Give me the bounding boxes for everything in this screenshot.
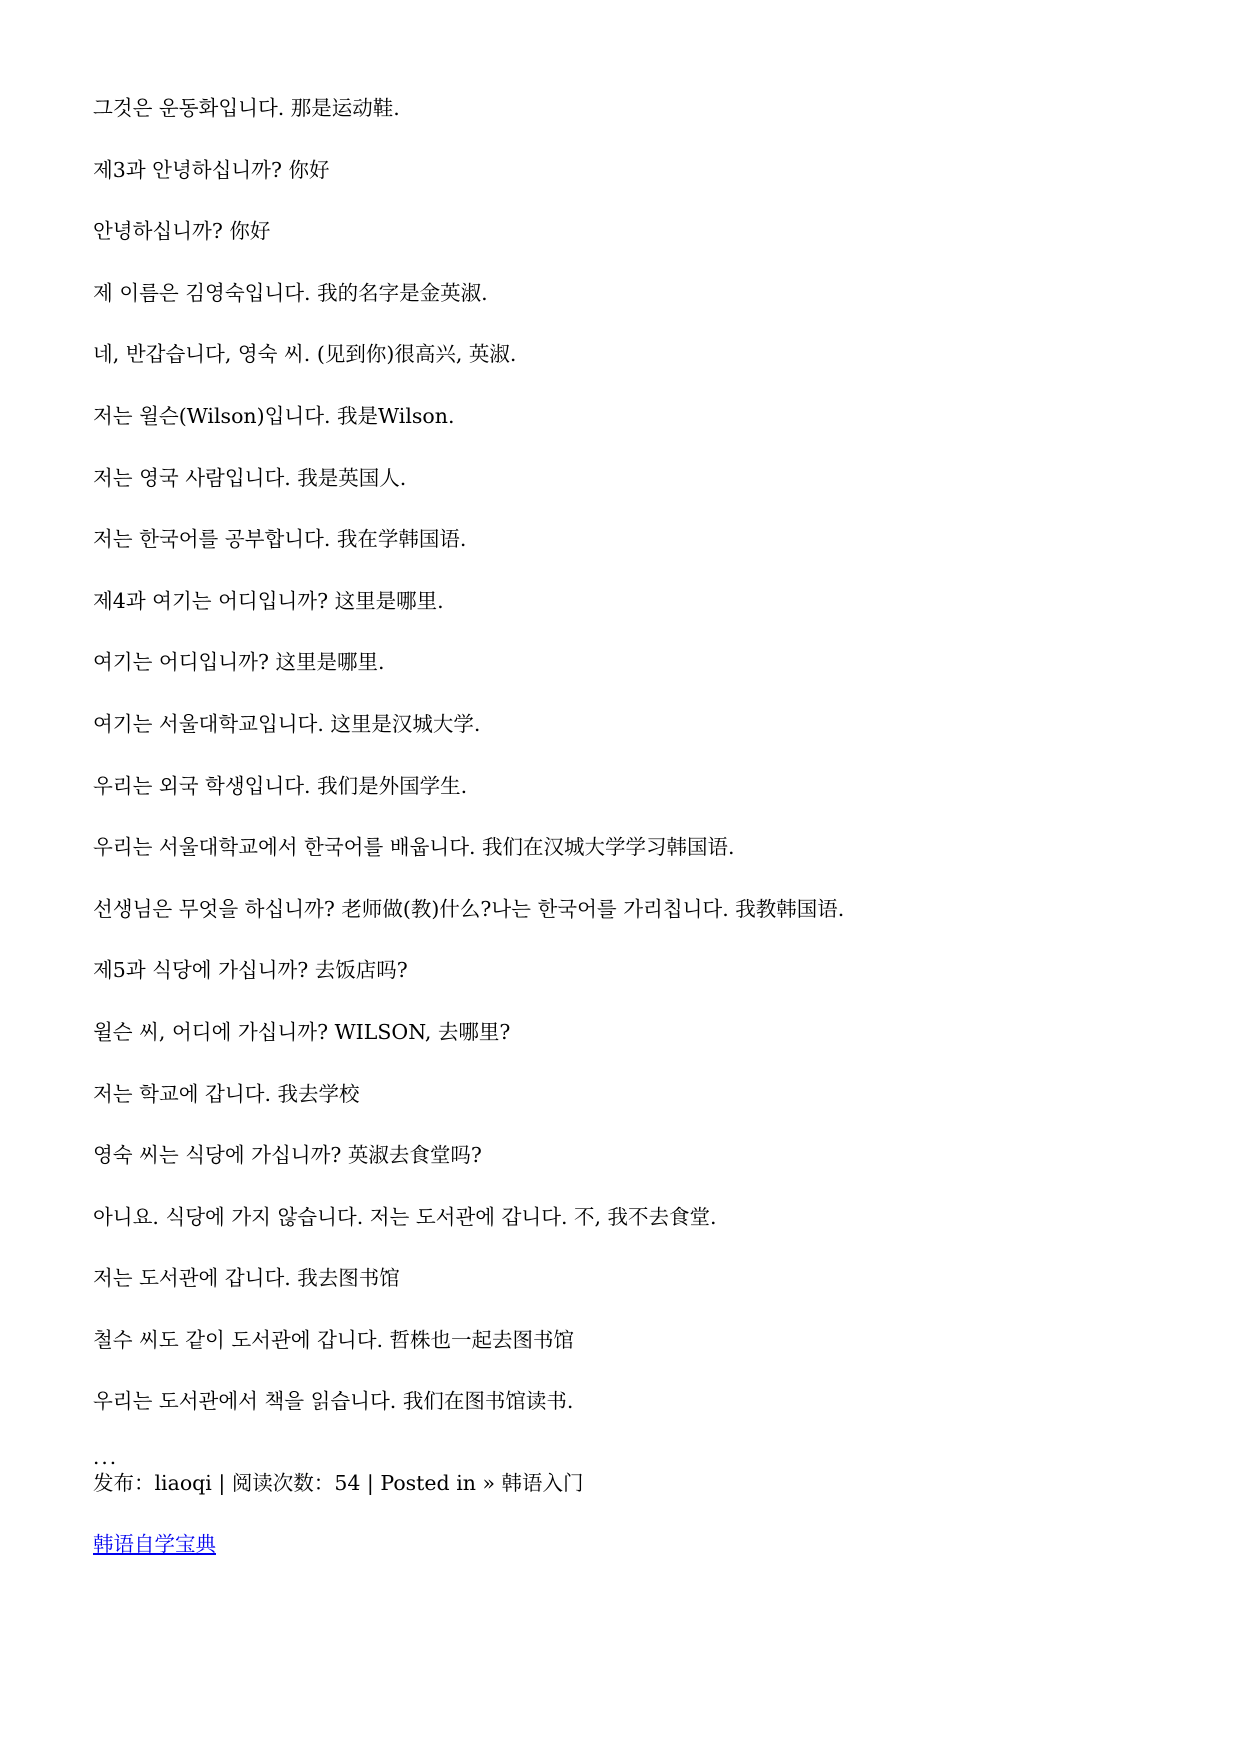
meta-separator: |: [211, 1471, 232, 1496]
ellipsis: ...: [93, 1445, 119, 1470]
text-line: 안녕하십니까? 你好: [93, 219, 271, 244]
text-line: 철수 씨도 같이 도서관에 갑니다. 哲株也一起去图书馆: [93, 1327, 575, 1352]
text-line: 그것은 운동화입니다. 那是运动鞋.: [93, 96, 400, 120]
lesson-heading: 제5과 식당에 가십니까? 去饭店吗?: [93, 958, 408, 983]
text-line: 우리는 외국 학생입니다. 我们是外国学生.: [93, 773, 468, 798]
publisher-label: 发布：: [93, 1471, 155, 1496]
text-line: 여기는 서울대학교입니다. 这里是汉城大学.: [93, 711, 481, 736]
text-line: 영숙 씨는 식당에 가십니까? 英淑去食堂吗?: [93, 1143, 482, 1168]
text-line: 윌슨 씨, 어디에 가십니까? WILSON, 去哪里?: [93, 1019, 511, 1044]
lesson-heading: 제4과 여기는 어디입니까? 这里是哪里.: [93, 588, 444, 613]
text-line: 저는 영국 사람입니다. 我是英国人.: [93, 465, 407, 490]
text-line: 선생님은 무엇을 하십니까? 老师做(教)什么?나는 한국어를 가리칩니다. 我教韩国语.: [93, 896, 845, 921]
post-meta: [93, 1469, 1193, 1497]
text-line: 제 이름은 김영숙입니다. 我的名字是金英淑.: [93, 280, 488, 305]
text-line: 우리는 서울대학교에서 한국어를 배웁니다. 我们在汉城大学学习韩国语.: [93, 835, 735, 860]
site-link[interactable]: 韩语自学宝典: [93, 1532, 216, 1557]
reads-label: 阅读次数：: [231, 1471, 335, 1496]
text-line: 저는 도서관에 갑니다. 我去图书馆: [93, 1266, 400, 1291]
text-line: 우리는 도서관에서 책을 읽습니다. 我们在图书馆读书.: [93, 1389, 574, 1414]
publisher-name: liaoqi: [154, 1471, 212, 1496]
posted-in-label: Posted in »: [380, 1471, 502, 1496]
text-line: 저는 한국어를 공부합니다. 我在学韩国语.: [93, 527, 467, 552]
meta-separator: |: [360, 1471, 381, 1496]
text-line: 네, 반갑습니다, 영숙 씨. (见到你)很高兴, 英淑.: [93, 342, 517, 367]
lesson-heading: 제3과 안녕하십니까? 你好: [93, 157, 330, 182]
text-line: 아니요. 식당에 가지 않습니다. 저는 도서관에 갑니다. 不, 我不去食堂.: [93, 1204, 717, 1229]
text-line: 여기는 어디입니까? 这里是哪里.: [93, 650, 385, 675]
text-line: 저는 학교에 갑니다. 我去学校: [93, 1081, 360, 1106]
reads-count: 54: [334, 1471, 361, 1496]
text-line: 저는 윌슨(Wilson)입니다. 我是Wilson.: [93, 403, 455, 428]
document-body: [93, 94, 1193, 1558]
category-name: 韩语入门: [501, 1471, 584, 1496]
